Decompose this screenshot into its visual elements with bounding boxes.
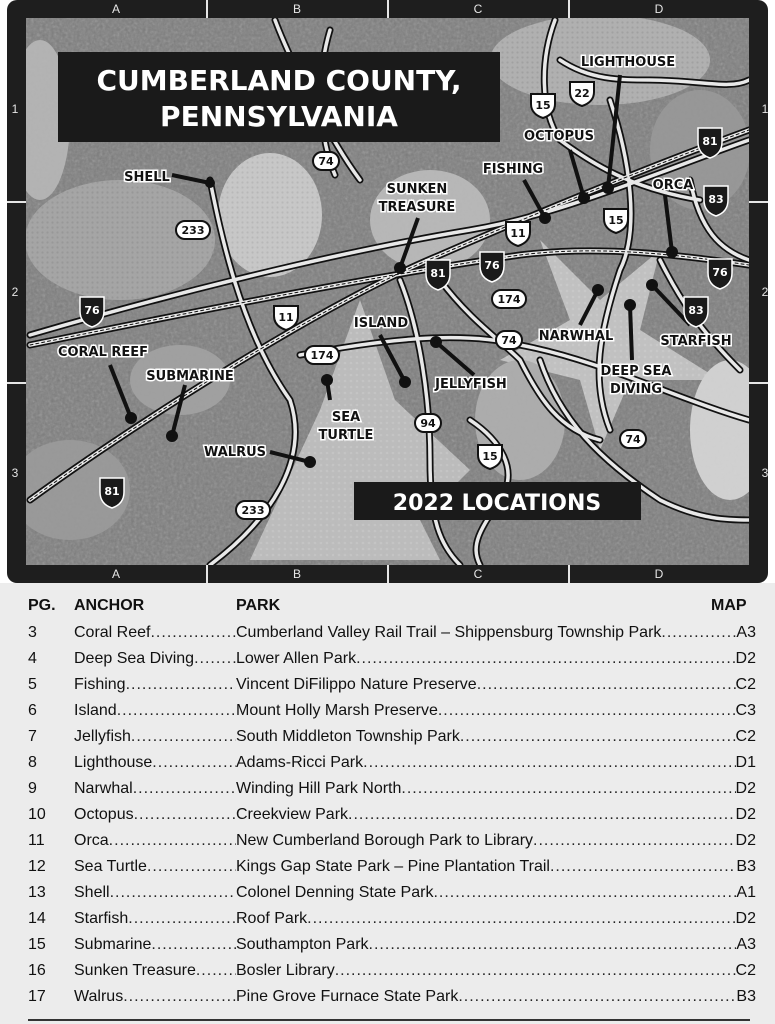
svg-text:11: 11 [510,227,526,240]
svg-text:74: 74 [625,433,641,446]
svg-text:83: 83 [708,193,724,206]
leader-dots [348,806,736,824]
grid-tick [206,0,208,18]
label-sea-turtle-1: SEA [331,410,361,425]
row-park: Colonel Denning State Park [236,884,434,901]
route-174-shield-1 [492,290,526,308]
interstate-76-shield-1 [480,252,504,282]
label-octopus: OCTOPUS [524,129,594,144]
row-park: Winding Hill Park North [236,780,402,797]
leader-dots [477,676,736,694]
label-island: ISLAND [353,316,409,331]
row-park-cell [236,988,756,1006]
leader-dots [147,858,236,876]
us-22-shield [570,82,594,106]
row-park: New Cumberland Borough Park to Library [236,832,534,849]
row-anchor: Sea Turtle [74,858,147,875]
grid-tick [749,382,768,384]
leader-dots [196,962,236,980]
row-park-cell [236,650,756,668]
row-anchor: Deep Sea Diving [74,650,195,667]
interstate-76-shield-2 [708,259,732,289]
label-deep-sea-diving-1: DEEP SEA [600,364,672,379]
label-shell: SHELL [124,170,170,185]
row-park-cell [236,936,756,954]
label-narwhal: NARWHAL [538,329,614,344]
row-map-ref: C3 [735,702,756,719]
row-park-cell [236,832,756,850]
route-233-shield-1 [176,221,210,239]
row-page: 11 [28,832,45,849]
grid-tick [7,201,26,203]
svg-text:94: 94 [420,417,436,430]
row-park-cell [236,754,756,772]
grid-tick [7,382,26,384]
svg-text:233: 233 [181,224,205,237]
row-map-ref: C2 [735,676,756,693]
row-park-cell [236,624,756,642]
us-15-shield-3 [478,445,502,469]
leader-dots [363,754,735,772]
leader-dots [110,884,236,902]
grid-col-b-bottom: B [292,567,301,581]
row-anchor: Jellyfish [74,728,131,745]
table-row [28,650,756,676]
row-anchor-cell [74,962,236,980]
row-map-ref: B3 [736,988,756,1005]
svg-text:81: 81 [702,135,718,148]
grid-tick [387,0,389,18]
row-park-cell [236,676,756,694]
row-map-ref: D1 [735,754,756,771]
leader-dots [128,910,236,928]
row-park-cell [236,910,756,928]
us-11-shield-2 [274,306,298,330]
row-park: Vincent DiFilippo Nature Preserve [236,676,477,693]
leader-dots [152,754,236,772]
locations-badge-text: 2022 LOCATIONS [392,491,602,516]
row-map-ref: A1 [736,884,756,901]
leader-dots [433,884,736,902]
table-row [28,676,756,702]
table-row [28,806,756,832]
row-anchor-cell [74,832,236,850]
row-park-cell [236,962,756,980]
row-anchor: Submarine [74,936,152,953]
grid-tick [749,201,768,203]
leader-dots [356,650,735,668]
map-title-line2: PENNSYLVANIA [160,100,398,133]
row-anchor-cell [74,858,236,876]
row-map-ref: C2 [735,728,756,745]
row-park: Bosler Library [236,962,335,979]
row-map-ref: D2 [735,806,756,823]
label-walrus: WALRUS [203,445,267,460]
row-anchor-cell [74,806,236,824]
table-row [28,936,756,962]
row-park-cell [236,858,756,876]
grid-col-c-top: C [473,2,483,16]
row-page: 12 [28,858,46,875]
bottom-rule [28,1019,750,1021]
leader-dots [369,936,737,954]
row-anchor-cell [74,884,236,902]
row-map-ref: D2 [735,910,756,927]
row-page: 16 [28,962,46,979]
header-anchor: ANCHOR [74,597,145,614]
route-233-shield-2 [236,501,270,519]
row-anchor-cell [74,728,236,746]
svg-text:22: 22 [574,87,590,100]
interstate-81-shield-2 [426,260,450,290]
leader-dots [131,728,236,746]
leader-dots [550,858,736,876]
row-page: 14 [28,910,46,927]
row-park: Adams-Ricci Park [236,754,364,771]
label-deep-sea-diving-2: DIVING [609,382,663,397]
svg-text:174: 174 [310,349,334,362]
row-park: Lower Allen Park [236,650,357,667]
svg-text:15: 15 [608,214,624,227]
row-map-ref: A3 [736,936,756,953]
row-park: Cumberland Valley Rail Trail – Shippensburg Township Park [236,624,662,641]
svg-text:74: 74 [501,334,517,347]
grid-col-d-bottom: D [654,567,664,581]
row-park: Roof Park [236,910,308,927]
row-page: 3 [28,624,37,641]
leader-dots [126,676,236,694]
row-map-ref: A3 [736,624,756,641]
row-anchor: Narwhal [74,780,133,797]
route-174-shield-2 [305,346,339,364]
row-anchor-cell [74,676,236,694]
table-row [28,962,756,988]
header-map: MAP [711,597,747,614]
map-title-line1: CUMBERLAND COUNTY, [96,64,462,97]
row-park: Mount Holly Marsh Preserve [236,702,438,719]
grid-col-d-top: D [654,2,664,16]
grid-row-1-left: 1 [11,102,19,116]
table-row [28,702,756,728]
label-lighthouse: LIGHTHOUSE [580,55,676,70]
leader-dots [458,988,736,1006]
row-page: 4 [28,650,37,667]
route-74-shield-1 [313,152,339,170]
leader-dots [335,962,736,980]
interstate-83-shield-1 [704,186,728,216]
svg-text:76: 76 [84,304,100,317]
row-page: 13 [28,884,46,901]
row-anchor-cell [74,650,236,668]
grid-tick [568,565,570,583]
leader-dots [533,832,736,850]
leader-dots [438,702,736,720]
table-row [28,728,756,754]
interstate-81-shield-3 [100,478,124,508]
grid-col-a-bottom: A [111,567,120,581]
leader-dots [194,650,236,668]
grid-col-c-bottom: C [473,567,483,581]
row-page: 7 [28,728,37,745]
grid-row-3-right: 3 [761,466,769,480]
grid-row-2-left: 2 [11,285,19,299]
row-anchor: Octopus [74,806,134,823]
county-map [26,18,749,565]
leader-dots [133,780,236,798]
interstate-81-shield-1 [698,128,722,158]
interstate-83-shield-2 [684,297,708,327]
label-jellyfish: JELLYFISH [435,377,507,392]
table-row [28,884,756,910]
locations-badge [354,482,641,520]
leader-dots [151,936,236,954]
svg-text:11: 11 [278,311,294,324]
row-page: 8 [28,754,37,771]
us-11-shield-1 [506,222,530,246]
svg-text:76: 76 [484,259,500,272]
grid-row-3-left: 3 [11,466,19,480]
row-park: Pine Grove Furnace State Park [236,988,459,1005]
us-15-shield-1 [531,94,555,118]
row-park-cell [236,728,756,746]
grid-col-b-top: B [292,2,301,16]
leader-dots [109,832,236,850]
grid-tick [568,0,570,18]
us-15-shield-2 [604,209,628,233]
table-row [28,780,756,806]
header-park: PARK [236,597,281,614]
leader-dots [150,624,236,642]
row-anchor-cell [74,754,236,772]
label-sunken-treasure-2: TREASURE [378,200,456,215]
row-page: 6 [28,702,37,719]
row-anchor-cell [74,702,236,720]
row-anchor: Lighthouse [74,754,153,771]
row-park-cell [236,884,756,902]
svg-text:81: 81 [104,485,120,498]
label-coral-reef: CORAL REEF [57,345,149,360]
svg-text:81: 81 [430,267,446,280]
table-row [28,624,756,650]
svg-text:233: 233 [241,504,265,517]
leader-dots [661,624,736,642]
row-anchor-cell [74,988,236,1006]
route-74-shield-2 [496,331,522,349]
row-map-ref: B3 [736,858,756,875]
table-row [28,832,756,858]
map-title [58,52,500,142]
row-page: 17 [28,988,46,1005]
leader-dots [117,702,236,720]
row-anchor: Coral Reef [74,624,151,641]
row-park: South Middleton Township Park [236,728,460,745]
label-sunken-treasure-1: SUNKEN [386,182,448,197]
label-orca: ORCA [652,178,694,193]
grid-tick [387,565,389,583]
table-row [28,988,756,1014]
row-park: Southampton Park [236,936,369,953]
grid-tick [206,565,208,583]
route-94-shield [415,414,441,432]
row-park-cell [236,702,756,720]
label-starfish: STARFISH [660,334,732,349]
row-anchor: Starfish [74,910,129,927]
grid-row-2-right: 2 [761,285,769,299]
svg-text:74: 74 [318,155,334,168]
row-park-cell [236,806,756,824]
row-anchor: Fishing [74,676,126,693]
svg-text:76: 76 [712,266,728,279]
row-page: 5 [28,676,37,693]
row-anchor-cell [74,910,236,928]
svg-text:83: 83 [688,304,704,317]
row-page: 10 [28,806,46,823]
leader-dots [401,780,735,798]
svg-text:174: 174 [497,293,521,306]
row-anchor: Sunken Treasure [74,962,196,979]
label-fishing: FISHING [482,162,544,177]
grid-col-a-top: A [111,2,120,16]
row-anchor-cell [74,936,236,954]
table-row [28,910,756,936]
row-anchor-cell [74,624,236,642]
row-anchor: Island [74,702,117,719]
row-park-cell [236,780,756,798]
row-page: 15 [28,936,46,953]
leader-dots [134,806,236,824]
grid-row-1-right: 1 [761,102,769,116]
row-map-ref: D2 [735,832,756,849]
row-map-ref: D2 [735,780,756,797]
row-anchor: Shell [74,884,110,901]
svg-text:15: 15 [482,450,498,463]
row-map-ref: D2 [735,650,756,667]
row-anchor: Orca [74,832,109,849]
row-anchor-cell [74,780,236,798]
row-park: Creekview Park [236,806,349,823]
leader-dots [307,910,735,928]
interstate-76-shield-3 [80,297,104,327]
row-page: 9 [28,780,37,797]
svg-text:15: 15 [535,99,551,112]
header-pg: PG. [28,597,56,614]
table-row [28,858,756,884]
row-anchor: Walrus [74,988,124,1005]
leader-dots [123,988,236,1006]
leader-dots [460,728,736,746]
row-map-ref: C2 [735,962,756,979]
label-sea-turtle-2: TURTLE [318,428,374,443]
row-park: Kings Gap State Park – Pine Plantation Trail [236,858,550,875]
route-74-shield-3 [620,430,646,448]
table-row [28,754,756,780]
label-submarine: SUBMARINE [146,369,234,384]
